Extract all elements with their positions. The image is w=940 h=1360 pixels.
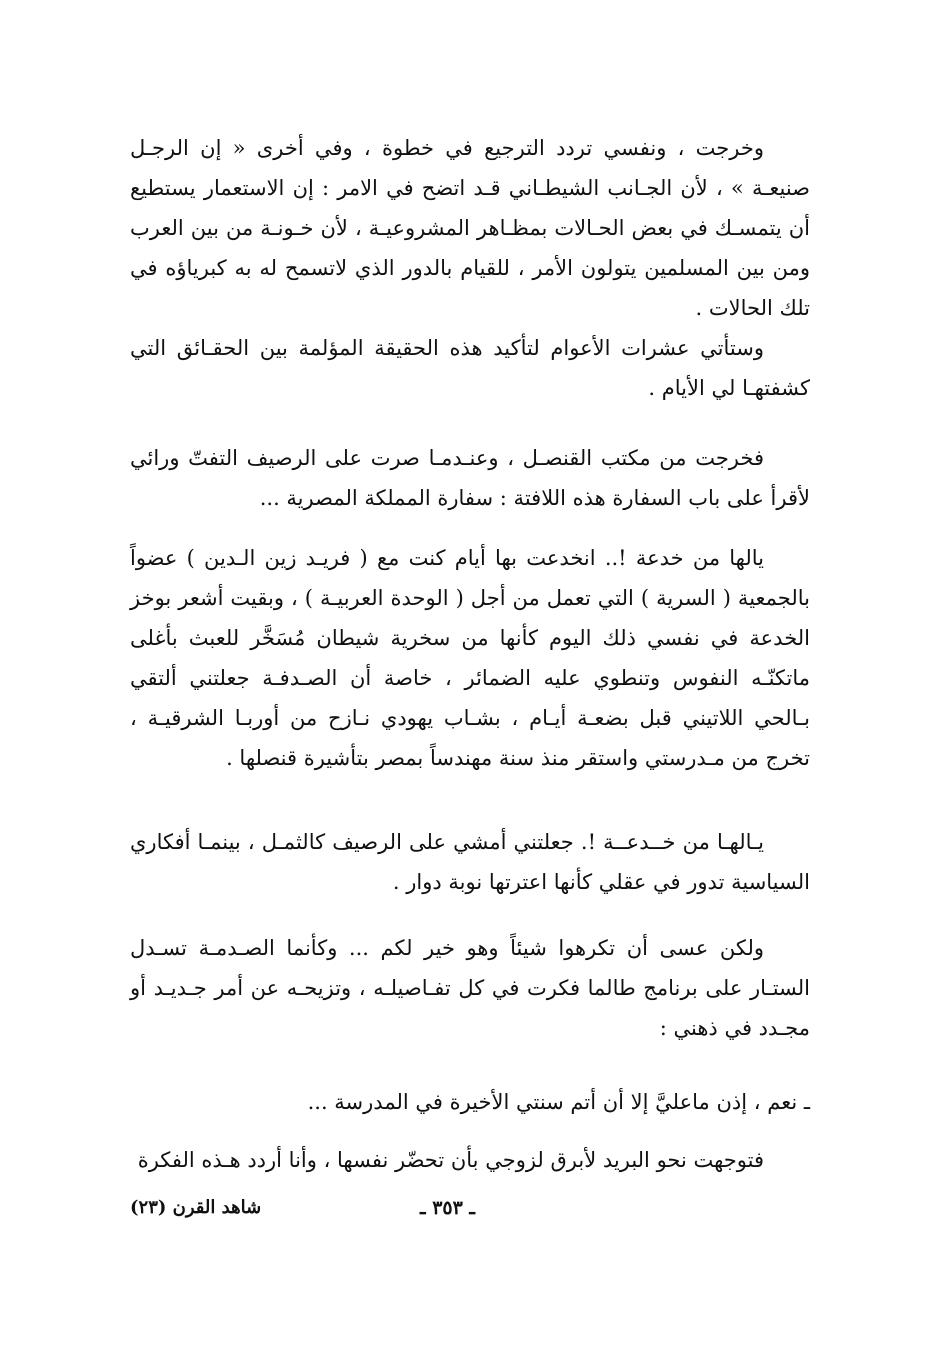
paragraph-2-text: وستأتي عشرات الأعوام لتأكيد هذه الحقيقة المؤلمة بين الحقـائق التي كشفتهـا لي الأيام . bbox=[130, 336, 810, 400]
page-number: ـ ٣٥٣ ـ bbox=[420, 1197, 475, 1219]
paragraph-4 bbox=[130, 538, 810, 778]
paragraph-8-text: فتوجهت نحو البريد لأبرق لزوجي بأن تحضّر نفسها ، وأنا أردد هـذه الفكرة bbox=[137, 1148, 764, 1172]
page-footer bbox=[130, 1194, 810, 1228]
paragraph-4-text: يالها من خدعة !.. انخدعت بها أيام كنت مع ( فريـد زين الـدين ) عضواً بالجمعية ( السرية ) التي تعمل من أجل ( الوحدة العربيـة ) ، وبقيت أشعر بوخز الخدعة في نفسي ذلك اليوم كأنها من سخرية شيطان مُسَخَّر للعبث بأغلى ماتكنّـه النفوس وتنطوي عليه الضمائر ، خاصة أن الصـدفـة جعلتني ألتقي بـالحي اللاتيني قبل بضعـة أيـام ، بشـاب يهودي نـازح من أوربـا الشرقيـة ، تخرج من مـدرستي واستقر منذ سنة مهندساً بمصر بتأشيرة قنصلها . bbox=[130, 546, 810, 770]
paragraph-5-text: يـالهـا من خــدعــة !. جعلتني أمشي على الرصيف كالثمـل ، بينمـا أفكاري السياسية تدور في عقلي كأنها اعترتها نوبة دوار . bbox=[130, 830, 810, 894]
paragraph-1-text: وخرجت ، ونفسي تردد الترجيع في خطوة ، وفي أخرى « إن الرجـل صنيعـة » ، لأن الجـانب الشيطـاني قـد اتضح في الامر : إن الاستعمار يستطيع أن يتمسـك في بعض الحـالات بمظـاهر المشروعيـة ، لأن خـونـة من بين العرب ومن بين المسلمين يتولون الأمر ، للقيام بالدور الذي لاتسمح له به كبرياؤه في تلك الحالات . bbox=[130, 136, 810, 320]
dialogue-line-wrapper bbox=[130, 1082, 810, 1122]
paragraph-3 bbox=[130, 438, 810, 518]
book-title: شاهد القرن (٢٣) bbox=[130, 1197, 262, 1218]
paragraph-1 bbox=[130, 128, 810, 328]
paragraph-8 bbox=[130, 1140, 810, 1180]
paragraph-6-text: ولكن عسى أن تكرهوا شيئاً وهو خير لكم ... وكأنما الصـدمـة تسـدل الستـار على برنامج طالما فكرت في كل تفـاصيلـه ، وتزيحـه عن أمر جـديـد أو مجـدد في ذهني : bbox=[130, 936, 810, 1040]
paragraph-2 bbox=[130, 328, 810, 408]
paragraph-5 bbox=[130, 822, 810, 902]
paragraph-3-text: فخرجت من مكتب القنصـل ، وعنـدمـا صرت على الرصيف التفتّ ورائي لأقرأ على باب السفارة هذه اللافتة : سفارة المملكة المصرية ... bbox=[130, 446, 810, 510]
dialogue-line-text: ـ نعم ، إذن ماعليَّ إلا أن أتم سنتي الأخيرة في المدرسة ... bbox=[307, 1090, 810, 1114]
paragraph-6 bbox=[130, 928, 810, 1048]
dialogue-line bbox=[130, 1082, 810, 1122]
